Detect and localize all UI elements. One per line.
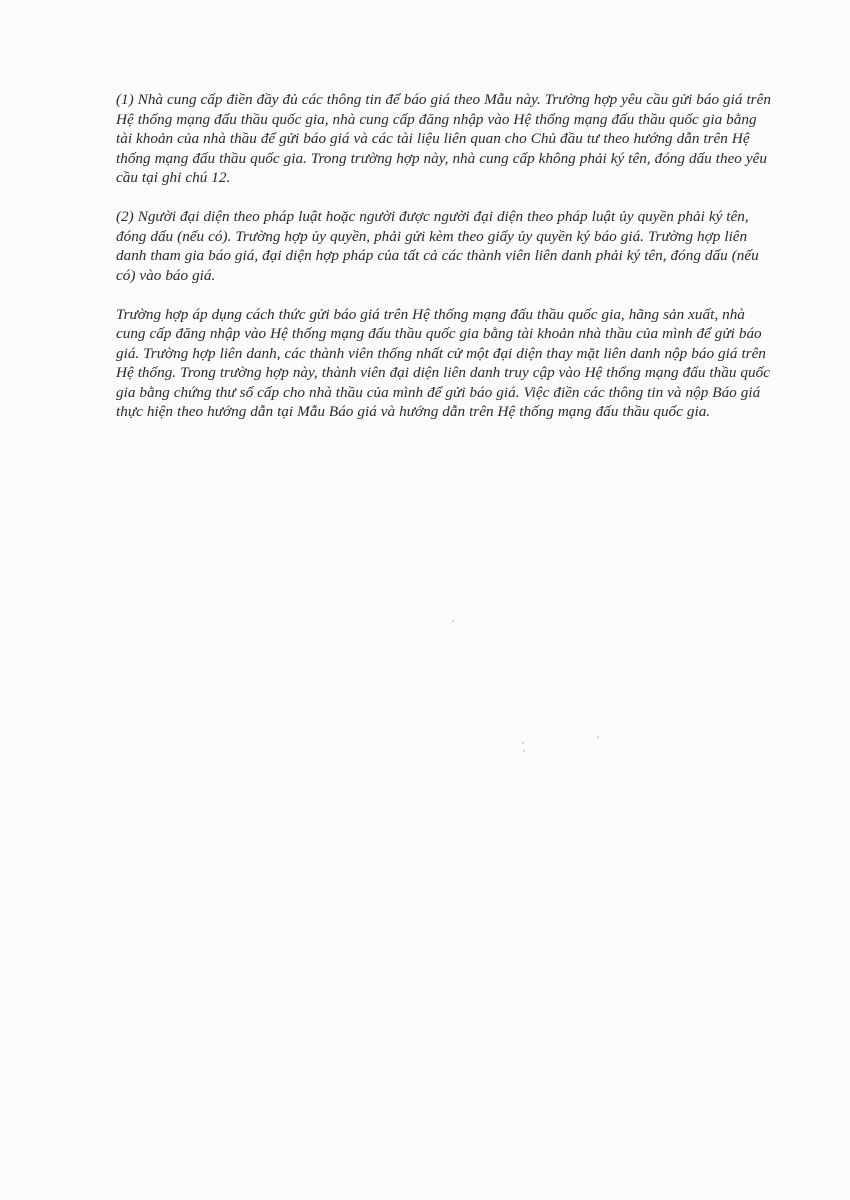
note-text-block <box>116 90 776 441</box>
note-1-paragraph: (1) Nhà cung cấp điền đầy đủ các thông tin để báo giá theo Mẫu này. Trường hợp yêu cầu gửi báo giá trên Hệ thống mạng đấu thầu quốc gia, nhà cung cấp đăng nhập vào Hệ thống mạng đấu thầu quốc gia bằng tài khoản của nhà thầu để gửi báo giá và các tài liệu liên quan cho Chủ đầu tư theo hướng dẫn trên Hệ thống mạng đấu thầu quốc gia. Trong trường hợp này, nhà cung cấp không phải ký tên, đóng dấu theo yêu cầu tại ghi chú 12. <box>116 91 771 186</box>
note-2-paragraph: (2) Người đại diện theo pháp luật hoặc người được người đại diện theo pháp luật ủy quyền phải ký tên, đóng dấu (nếu có). Trường hợp ủy quyền, phải gửi kèm theo giấy ủy quyền ký báo giá. Trường hợp liên danh tham gia báo giá, đại diện hợp pháp của tất cả các thành viên liên danh phải ký tên, đóng dấu (nếu có) vào báo giá. <box>116 208 759 284</box>
scan-speck <box>522 742 524 744</box>
scan-speck <box>452 620 454 622</box>
scan-speck <box>597 736 599 738</box>
online-submission-paragraph: Trường hợp áp dụng cách thức gửi báo giá trên Hệ thống mạng đấu thầu quốc gia, hãng sản xuất, nhà cung cấp đăng nhập vào Hệ thống mạng đấu thầu quốc gia bằng tài khoản nhà thầu của mình để gửi báo giá. Trường hợp liên danh, các thành viên thống nhất cử một đại diện thay mặt liên danh nộp báo giá trên Hệ thống. Trong trường hợp này, thành viên đại diện liên danh truy cập vào Hệ thống mạng đấu thầu quốc gia bằng chứng thư số cấp cho nhà thầu của mình để gửi báo giá. Việc điền các thông tin và nộp Báo giá thực hiện theo hướng dẫn tại Mẫu Báo giá và hướng dẫn trên Hệ thống mạng đấu thầu quốc gia. <box>116 305 770 420</box>
scan-speck <box>523 750 525 752</box>
